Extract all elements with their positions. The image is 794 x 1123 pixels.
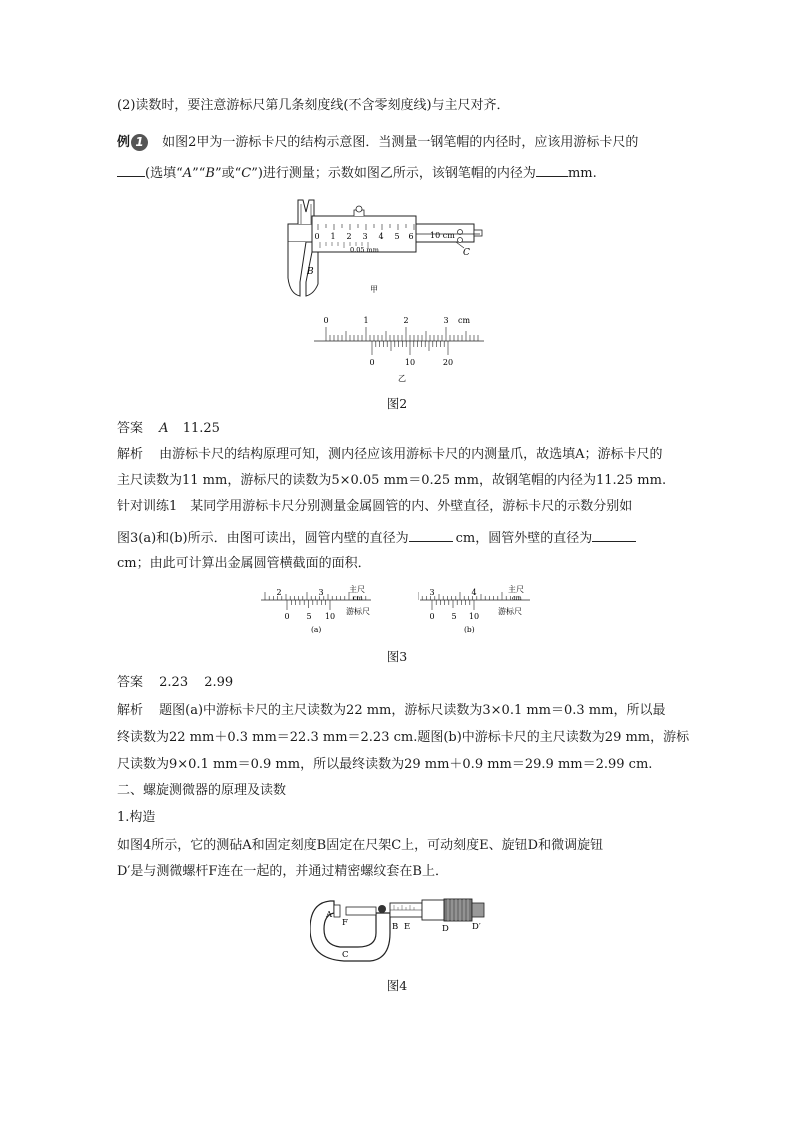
analysis-1-line-2: 主尺读数为11 mm，游标尺的读数为5×0.05 mm＝0.25 mm，故钢笔帽的内径为11.25 mm. — [117, 473, 667, 488]
answer-blank-2 — [536, 162, 568, 177]
micrometer-label-d: D — [442, 924, 449, 934]
section-2-heading: 二、螺旋测微器的原理及读数 — [117, 783, 287, 798]
fig3a-main-tick-2: 2 — [276, 588, 282, 597]
analysis-1-line-1: 解析 由游标卡尺的结构原理可知，测内径应该用游标卡尺的内测量爪，故选填A；游标卡尺的 — [117, 447, 663, 462]
reading-tip: (2)读数时，要注意游标尺第几条刻度线(不含零刻度线)与主尺对齐． — [117, 98, 510, 113]
micrometer-diagram — [310, 893, 490, 969]
analysis-2-line-3: 尺读数为9×0.1 mm＝0.9 mm，所以最终读数为29 mm＋0.9 mm＝29.9 mm＝2.99 cm. — [117, 757, 653, 772]
fig2-jia-label: 甲 — [370, 285, 378, 294]
analysis-2-line-2: 终读数为22 mm＋0.3 mm＝22.3 mm＝2.23 cm.题图(b)中游标卡尺的主尺读数为29 mm，游标 — [117, 730, 690, 745]
micrometer-label-d-prime: D′ — [472, 922, 481, 932]
fig3b-main-tick-4: 4 — [471, 588, 477, 597]
yi-vernier-tick-10: 10 — [404, 358, 416, 367]
fig3a-main-name: 主尺 — [349, 585, 365, 594]
caliper-vernier-precision: 0.05 mm — [350, 246, 379, 254]
example-badge: 例 1 — [117, 133, 148, 153]
fig2-yi-label: 乙 — [398, 374, 406, 383]
fig3b-vernier-tick-5: 5 — [451, 612, 457, 621]
fig3b-vernier-tick-0: 0 — [429, 612, 435, 621]
micrometer-label-f: F — [342, 918, 348, 928]
yi-main-tick-2: 2 — [403, 316, 409, 325]
micrometer-label-b: B — [392, 922, 399, 932]
fig3a-unit: cm — [353, 594, 363, 602]
example-number-icon: 1 — [131, 134, 148, 151]
fig3b-main-tick-3: 3 — [429, 588, 435, 597]
fig3a-main-tick-3: 3 — [318, 588, 324, 597]
structure-line-2: D′是与测微螺杆F连在一起的，并通过精密螺纹套在B上． — [117, 864, 448, 879]
fig3b-vernier-name: 游标尺 — [498, 607, 522, 616]
answer-1: 答案 A 11.25 — [117, 421, 220, 436]
caliper-diagram — [284, 194, 484, 304]
answer-blank-3 — [409, 527, 453, 542]
training-1-line-3: cm；由此可计算出金属圆管横截面的面积． — [117, 556, 371, 571]
caliper-tick-1: 1 — [330, 232, 336, 241]
caliper-tick-5: 5 — [394, 232, 400, 241]
answer-blank-1 — [117, 162, 145, 177]
analysis-2-line-1: 解析 题图(a)中游标卡尺的主尺读数为22 mm，游标尺读数为3×0.1 mm＝0.3 mm，所以最 — [117, 703, 666, 718]
caliper-tick-2: 2 — [346, 232, 352, 241]
fig3b-vernier-tick-10: 10 — [468, 612, 480, 621]
fig3a-vernier-tick-5: 5 — [306, 612, 312, 621]
yi-vernier-tick-0: 0 — [369, 358, 375, 367]
training-1-line-2: 图3(a)和(b)所示．由图可读出，圆管内壁的直径为 cm，圆管外壁的直径为 — [117, 527, 679, 549]
fig3a-label: (a) — [311, 625, 322, 634]
section-2-1-heading: 1.构造 — [117, 810, 156, 825]
caliper-tick-4: 4 — [378, 232, 384, 241]
yi-main-tick-1: 1 — [363, 316, 369, 325]
fig2-caption: 图2 — [386, 396, 408, 411]
caliper-unit: 10 cm — [430, 231, 455, 240]
fig4-caption: 图4 — [386, 978, 408, 993]
example-1-line-1: 例 1 如图2甲为一游标卡尺的结构示意图．当测量一钢笔帽的内径时，应该用游标卡尺的 — [117, 133, 679, 153]
fig3a-vernier-name: 游标尺 — [346, 607, 370, 616]
caliper-tick-3: 3 — [362, 232, 368, 241]
vernier-reading-diagram — [312, 313, 487, 387]
fig3-caption: 图3 — [386, 649, 408, 664]
fig3b-unit: cm — [512, 594, 522, 602]
micrometer-label-c: C — [342, 950, 349, 960]
caliper-tick-0: 0 — [314, 232, 320, 241]
structure-line-1: 如图4所示，它的测砧A和固定刻度B固定在尺架C上，可动刻度E、旋钮D和微调旋钮 — [117, 838, 604, 853]
yi-main-tick-0: 0 — [323, 316, 329, 325]
answer-2: 答案 2.23 2.99 — [117, 675, 234, 690]
caliper-label-c: C — [463, 248, 470, 258]
micrometer-label-e: E — [404, 922, 411, 932]
caliper-tick-6: 6 — [408, 232, 414, 241]
fig3b-main-name: 主尺 — [508, 585, 524, 594]
caliper-label-b: B — [307, 267, 314, 277]
yi-vernier-tick-20: 20 — [442, 358, 454, 367]
yi-main-tick-3: 3 — [443, 316, 449, 325]
micrometer-label-a: A — [326, 910, 333, 920]
fig3b-label: (b) — [464, 625, 475, 634]
training-1-line-1: 针对训练1 某同学用游标卡尺分别测量金属圆管的内、外壁直径，游标卡尺的示数分别如 — [117, 499, 633, 514]
fig3b-vernier — [418, 584, 548, 636]
example-1-line-2: (选填“A”“B”或“C”)进行测量；示数如图乙所示，该钢笔帽的内径为 mm. — [117, 162, 679, 184]
fig3a-vernier-tick-10: 10 — [324, 612, 336, 621]
yi-unit: cm — [458, 316, 471, 325]
fig3a-vernier-tick-0: 0 — [284, 612, 290, 621]
fig3a-vernier — [259, 584, 389, 636]
answer-blank-4 — [592, 527, 636, 542]
